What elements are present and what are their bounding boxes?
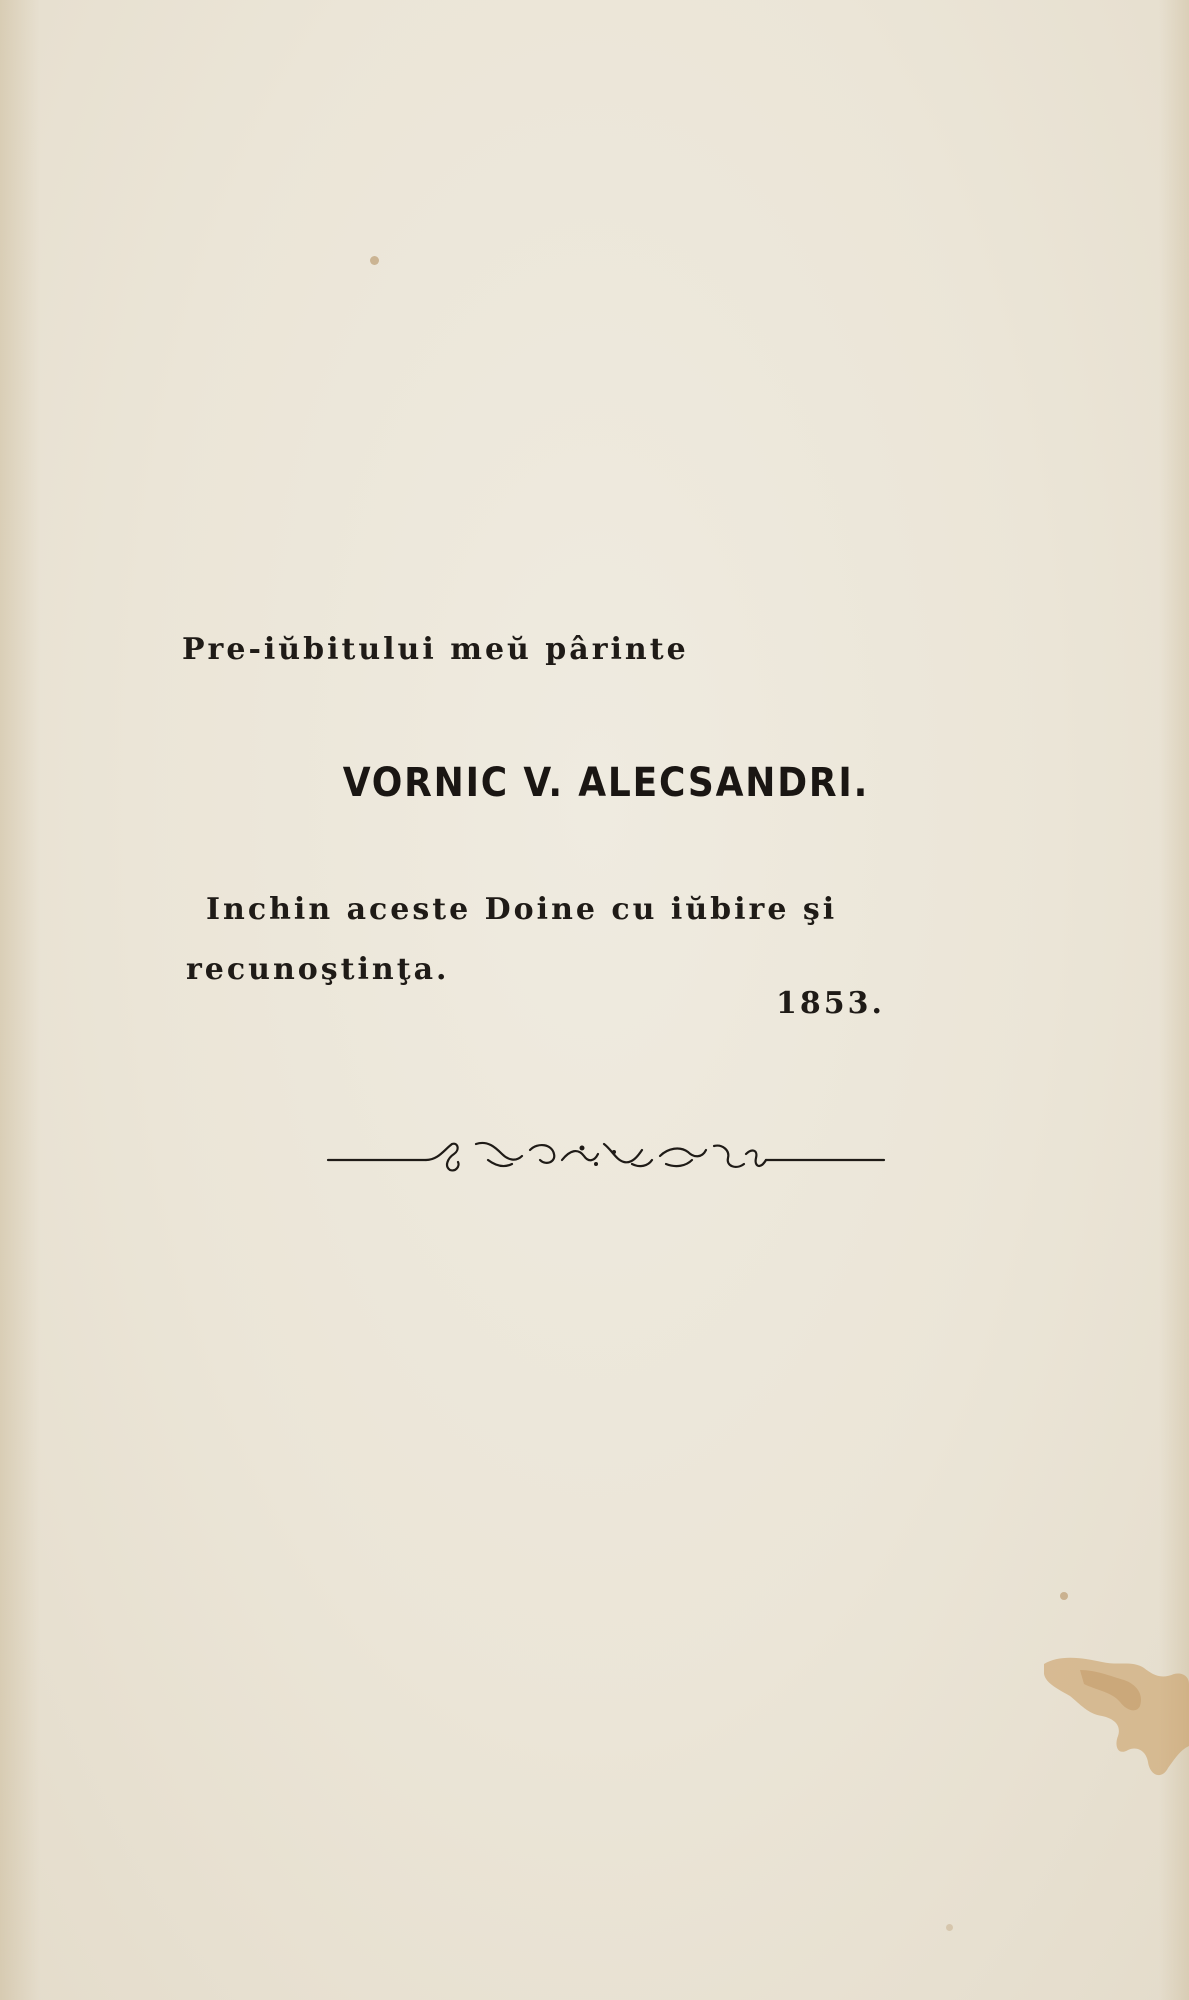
water-stain-icon	[1040, 1650, 1189, 1810]
foxing-spot	[946, 1924, 953, 1931]
dedication-text-line: Inchin aceste Doine cu iŭbire şi	[206, 892, 838, 927]
page-edge-shadow-left	[0, 0, 40, 2000]
dedicatee-name-heading: VORNIC V. ALECSANDRI.	[342, 760, 870, 806]
dedication-text-continuation: recunoştinţa.	[186, 952, 450, 987]
foxing-spot	[1060, 1592, 1068, 1600]
foxing-spot	[370, 256, 379, 265]
dedication-year: 1853.	[776, 986, 885, 1021]
dedication-opening-line: Pre-iŭbitului meŭ pârinte	[182, 632, 689, 667]
fleuron-divider-icon	[326, 1130, 886, 1180]
